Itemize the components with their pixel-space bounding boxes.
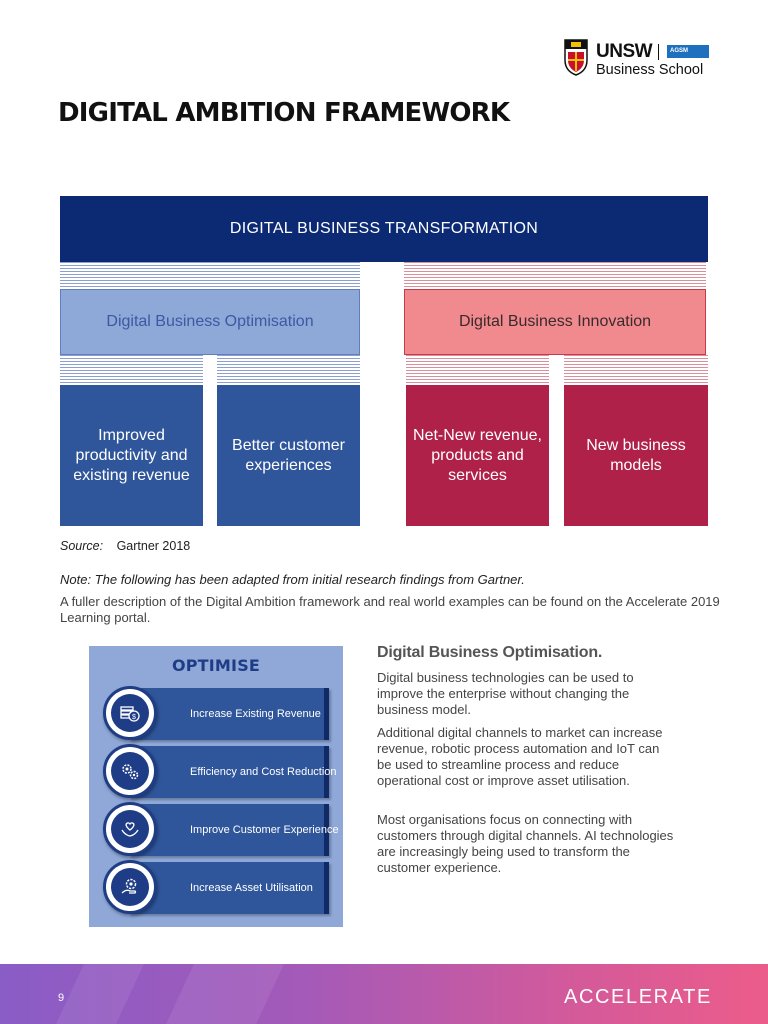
optimise-item-badge-inner: [111, 868, 149, 906]
source-label: Source:: [60, 539, 104, 553]
description-text: A fuller description of the Digital Ambition framework and real world examples can be found on the Accelerate 2019 Learning portal.: [60, 594, 720, 625]
optimise-item: [103, 686, 331, 738]
logo-business-school-text: Business School: [596, 62, 704, 78]
optimise-item-badge: [103, 744, 157, 798]
optimise-item: [103, 860, 331, 912]
note-text: Note: The following has been adapted from initial research findings from Gartner.: [60, 572, 525, 587]
connector-stripes: [60, 262, 360, 289]
optimise-item-badge-inner: [111, 752, 149, 790]
better-customer-experiences-box: Better customer experiences: [217, 385, 360, 526]
footer-banner: [0, 964, 768, 1024]
logo-agsm-badge: AGSM: [667, 45, 709, 58]
net-new-revenue-box: Net-New revenue, products and services: [406, 385, 549, 526]
optimise-item-label: Efficiency and Cost Reduction: [190, 766, 337, 778]
page-number: 9: [58, 992, 65, 1004]
optimise-item-bar: [129, 862, 329, 914]
optimise-item-bar: [129, 688, 329, 740]
digital-business-optimisation-box: Digital Business Optimisation: [60, 289, 360, 355]
gear-hand-icon: [119, 876, 141, 898]
section-paragraph: Digital business technologies can be used to improve the enterprise without changing the business model.: [377, 670, 634, 717]
improved-productivity-box: Improved productivity and existing revenue: [60, 385, 203, 526]
page-title: DIGITAL AMBITION FRAMEWORK: [58, 98, 510, 128]
optimise-heading: OPTIMISE: [171, 656, 261, 675]
logo-unsw-text: UNSW: [596, 41, 653, 62]
digital-business-innovation-box: Digital Business Innovation: [404, 289, 706, 355]
footer-decor-shape: [166, 964, 284, 1024]
optimise-item-label: Increase Existing Revenue: [190, 708, 321, 720]
money-icon: [119, 702, 141, 724]
source-value: Gartner 2018: [116, 539, 191, 553]
source-citation: [60, 539, 190, 553]
optimise-item-badge-inner: [111, 694, 149, 732]
connector-stripes: [404, 262, 706, 289]
gears-icon: [119, 760, 141, 782]
section-paragraph: Most organisations focus on connecting with customers through digital channels. AI technologies are increasingly being used to transform the customer experience.: [377, 812, 674, 875]
optimise-panel: [89, 646, 343, 927]
footer-decor-shape: [56, 964, 144, 1024]
connector-stripes: [406, 355, 549, 385]
optimise-item-bar: [129, 804, 339, 856]
optimise-item-badge: [103, 686, 157, 740]
accelerate-logo: ACCELERATE: [564, 986, 712, 1008]
optimise-item-bar: [129, 746, 337, 798]
connector-stripes: [60, 355, 203, 385]
optimise-item-label: Improve Customer Experience: [190, 824, 339, 836]
optimise-item: [103, 744, 337, 796]
optimise-item-badge-inner: [111, 810, 149, 848]
optimise-item: [103, 802, 339, 854]
section-paragraph: Additional digital channels to market can increase revenue, robotic process automation and IoT can be used to streamline process and reduce operational cost or improve asset utilisation.: [377, 725, 663, 788]
optimise-item-label: Increase Asset Utilisation: [190, 882, 313, 894]
optimise-item-badge: [103, 860, 157, 914]
new-business-models-box: New business models: [564, 385, 708, 526]
optimise-item-badge: [103, 802, 157, 856]
connector-stripes: [217, 355, 360, 385]
section-heading: Digital Business Optimisation.: [377, 644, 603, 661]
heart-hands-icon: [119, 818, 141, 840]
connector-stripes: [564, 355, 708, 385]
svg-text:$: $: [132, 714, 136, 721]
digital-business-transformation-box: DIGITAL BUSINESS TRANSFORMATION: [60, 196, 708, 262]
